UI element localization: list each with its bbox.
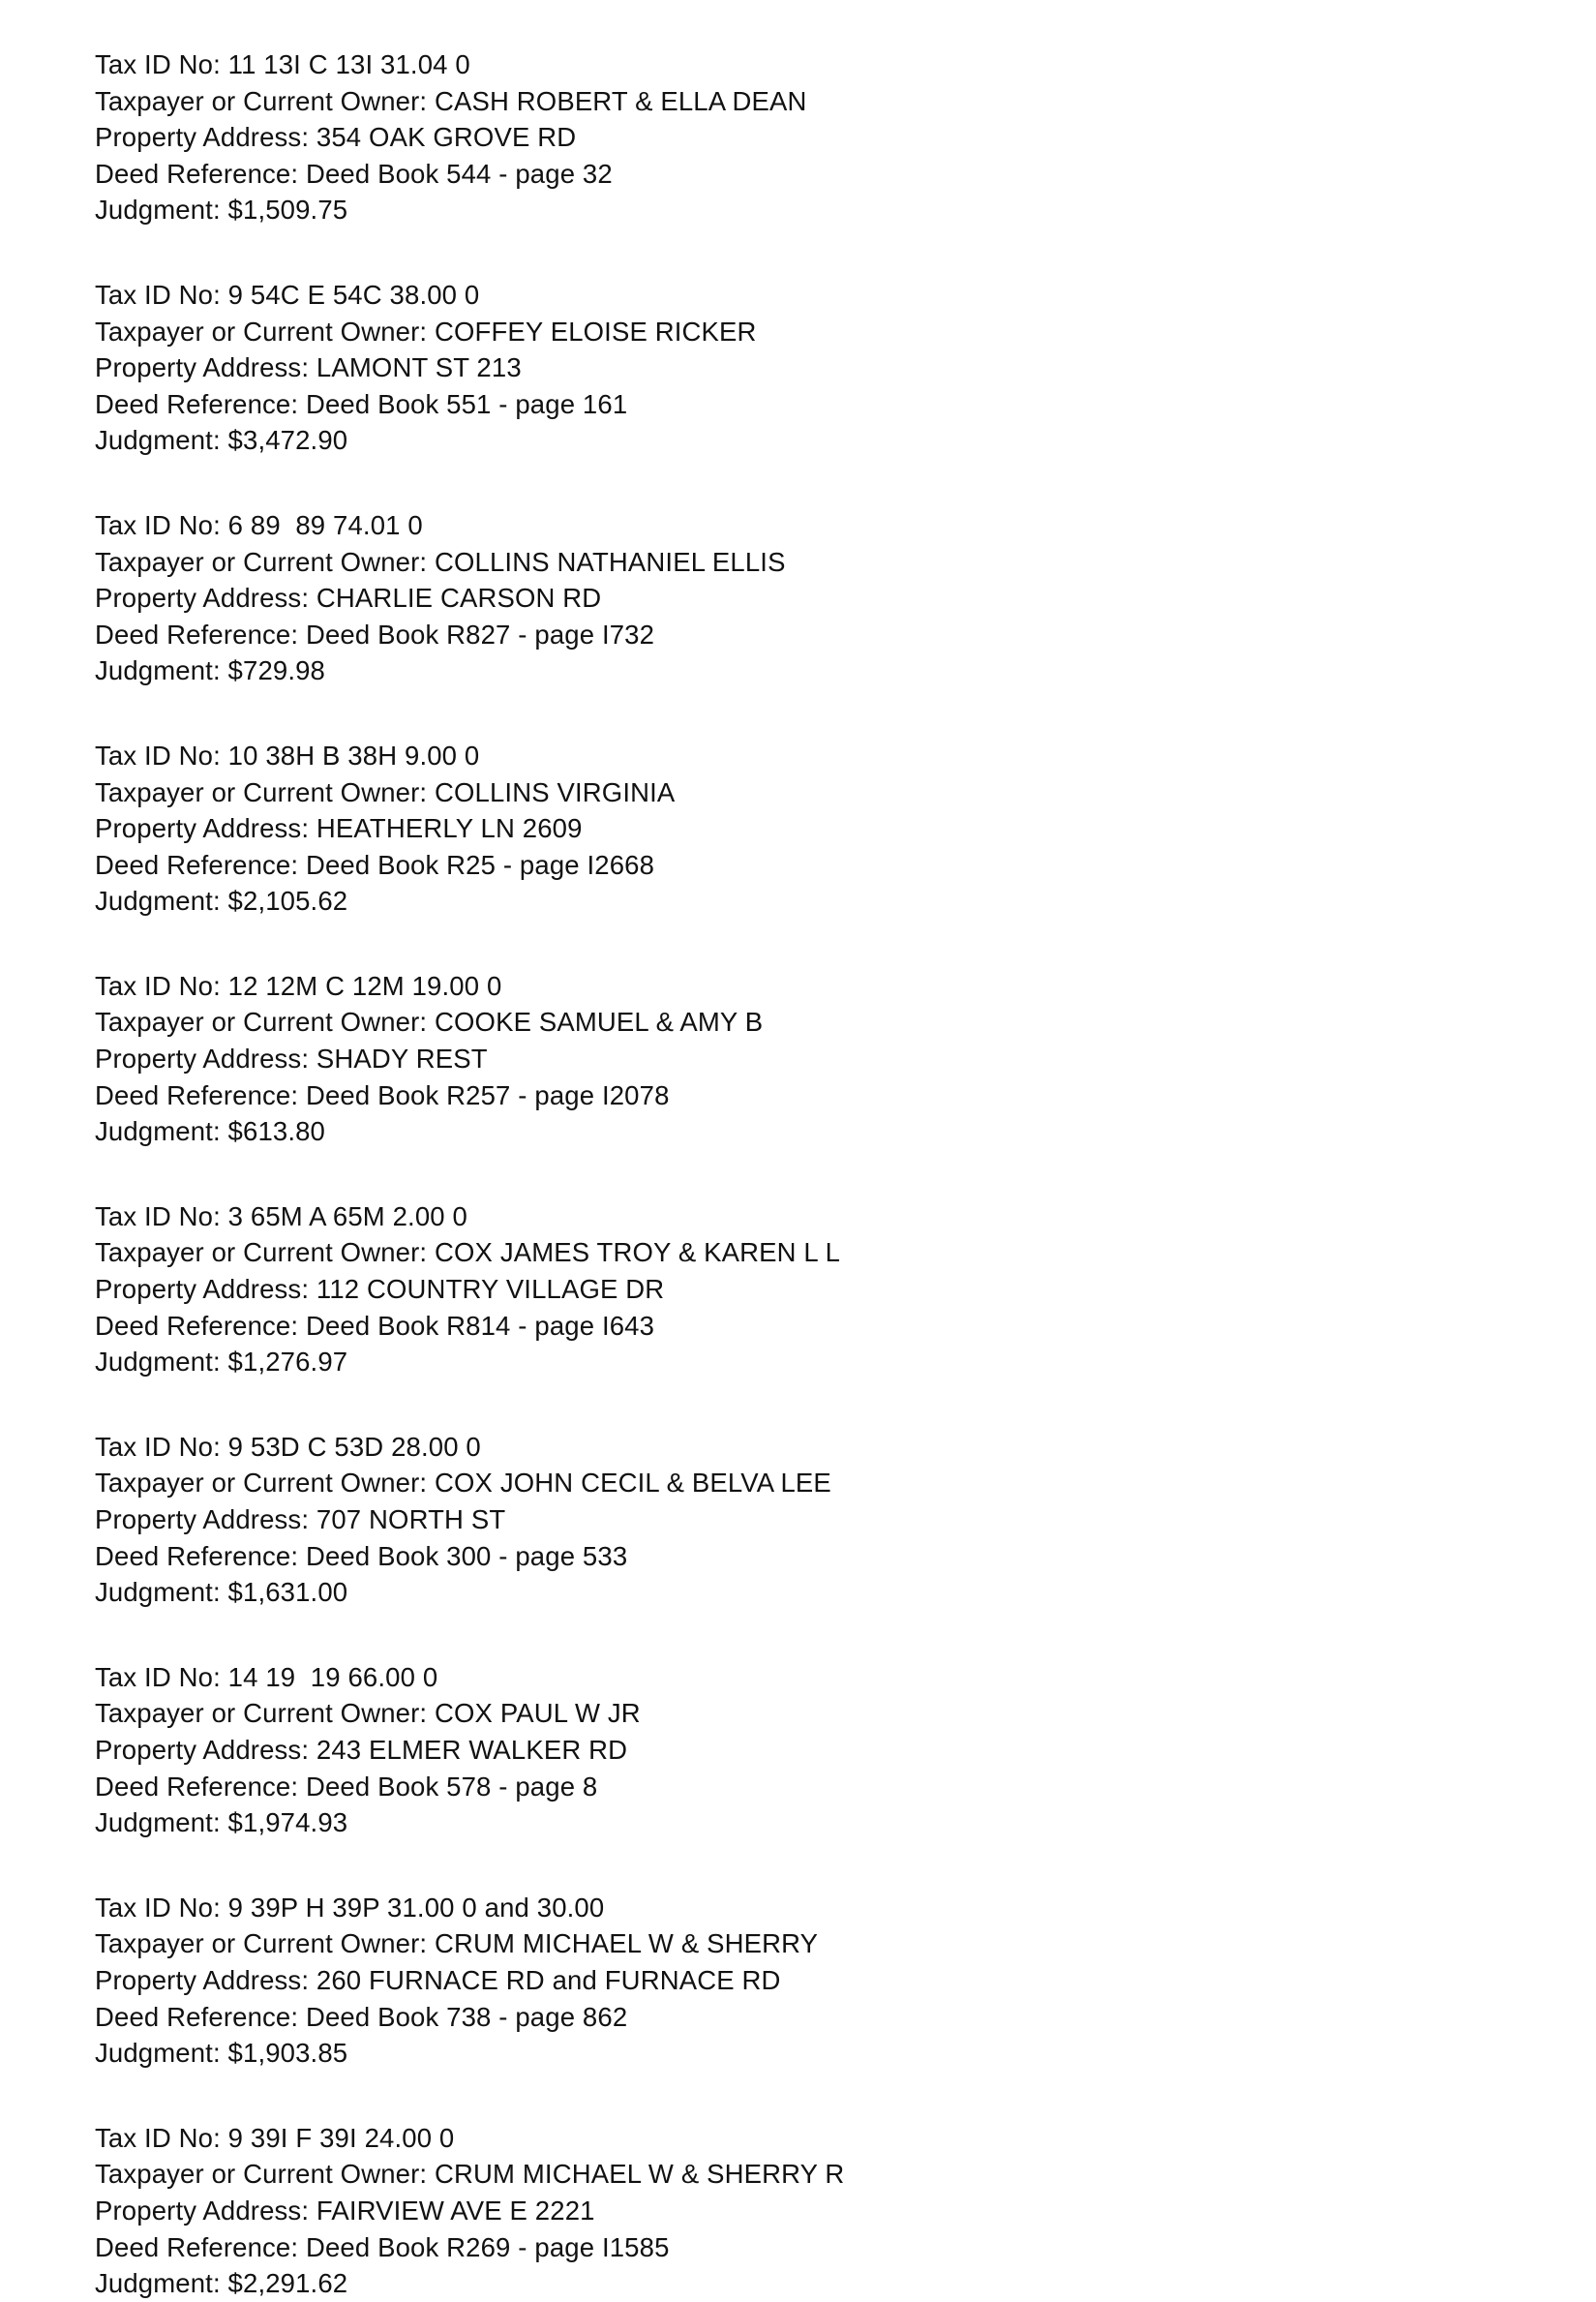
property-address-line: Property Address: CHARLIE CARSON RD [95, 583, 602, 614]
tax-id-line: Tax ID No: 11 13I C 13I 31.04 0 [95, 49, 470, 79]
tax-id-line: Tax ID No: 10 38H B 38H 9.00 0 [95, 740, 480, 771]
deed-reference-line: Deed Reference: Deed Book R827 - page I732 [95, 619, 655, 650]
taxpayer-owner-line: Taxpayer or Current Owner: COLLINS VIRGINIA [95, 776, 676, 807]
taxpayer-owner-line: Taxpayer or Current Owner: COX PAUL W JR [95, 1698, 641, 1729]
judgment-line: Judgment: $729.98 [95, 655, 326, 686]
property-address-line: Property Address: 354 OAK GROVE RD [95, 122, 577, 153]
tax-id-line: Tax ID No: 9 39P H 39P 31.00 0 and 30.00 [95, 1892, 605, 1923]
deed-reference-line: Deed Reference: Deed Book R25 - page I2668 [95, 849, 655, 880]
judgment-line: Judgment: $1,509.75 [95, 195, 348, 226]
tax-id-line: Tax ID No: 9 39I F 39I 24.00 0 [95, 2122, 455, 2153]
property-address-line: Property Address: 260 FURNACE RD and FURNACE RD [95, 1964, 781, 1995]
property-record [95, 1429, 1596, 1611]
deed-reference-line: Deed Reference: Deed Book R269 - page I1585 [95, 2231, 670, 2262]
taxpayer-owner-line: Taxpayer or Current Owner: CASH ROBERT & ELLA DEAN [95, 85, 807, 116]
property-address-line: Property Address: SHADY REST [95, 1044, 488, 1075]
taxpayer-owner-line: Taxpayer or Current Owner: CRUM MICHAEL W & SHERRY R [95, 2159, 845, 2190]
tax-id-line: Tax ID No: 6 89 89 74.01 0 [95, 509, 423, 540]
property-record [95, 1198, 1596, 1380]
property-record [95, 1890, 1596, 2072]
deed-reference-line: Deed Reference: Deed Book 578 - page 8 [95, 1771, 598, 1802]
judgment-line: Judgment: $2,291.62 [95, 2268, 348, 2299]
judgment-line: Judgment: $2,105.62 [95, 886, 348, 917]
taxpayer-owner-line: Taxpayer or Current Owner: COX JAMES TROY & KAREN L L [95, 1237, 841, 1268]
property-address-line: Property Address: 112 COUNTRY VILLAGE DR [95, 1274, 665, 1305]
property-record [95, 46, 1596, 228]
tax-id-line: Tax ID No: 9 53D C 53D 28.00 0 [95, 1431, 481, 1462]
deed-reference-line: Deed Reference: Deed Book 551 - page 161 [95, 388, 628, 419]
tax-id-line: Tax ID No: 3 65M A 65M 2.00 0 [95, 1200, 467, 1231]
property-record [95, 738, 1596, 920]
property-address-line: Property Address: 243 ELMER WALKER RD [95, 1734, 628, 1765]
taxpayer-owner-line: Taxpayer or Current Owner: CRUM MICHAEL W & SHERRY [95, 1928, 819, 1959]
deed-reference-line: Deed Reference: Deed Book 300 - page 533 [95, 1540, 628, 1571]
deed-reference-line: Deed Reference: Deed Book R257 - page I2078 [95, 1079, 670, 1110]
property-record [95, 968, 1596, 1150]
tax-id-line: Tax ID No: 12 12M C 12M 19.00 0 [95, 970, 502, 1001]
property-record-list [95, 46, 1596, 2302]
taxpayer-owner-line: Taxpayer or Current Owner: COX JOHN CECIL & BELVA LEE [95, 1468, 831, 1499]
property-record [95, 2120, 1596, 2302]
deed-reference-line: Deed Reference: Deed Book 738 - page 862 [95, 2001, 628, 2032]
property-address-line: Property Address: HEATHERLY LN 2609 [95, 813, 583, 844]
judgment-line: Judgment: $1,974.93 [95, 1807, 348, 1838]
deed-reference-line: Deed Reference: Deed Book R814 - page I643 [95, 1310, 655, 1341]
property-record [95, 277, 1596, 459]
judgment-line: Judgment: $1,903.85 [95, 2038, 348, 2069]
property-address-line: Property Address: 707 NORTH ST [95, 1504, 506, 1534]
property-address-line: Property Address: FAIRVIEW AVE E 2221 [95, 2195, 595, 2226]
property-address-line: Property Address: LAMONT ST 213 [95, 352, 522, 383]
taxpayer-owner-line: Taxpayer or Current Owner: COLLINS NATHANIEL ELLIS [95, 546, 786, 577]
tax-id-line: Tax ID No: 9 54C E 54C 38.00 0 [95, 279, 480, 310]
taxpayer-owner-line: Taxpayer or Current Owner: COFFEY ELOISE RICKER [95, 316, 757, 347]
property-record [95, 1659, 1596, 1841]
judgment-line: Judgment: $3,472.90 [95, 425, 348, 456]
judgment-line: Judgment: $613.80 [95, 1116, 326, 1147]
tax-id-line: Tax ID No: 14 19 19 66.00 0 [95, 1661, 438, 1692]
judgment-line: Judgment: $1,631.00 [95, 1577, 348, 1608]
property-record [95, 507, 1596, 689]
taxpayer-owner-line: Taxpayer or Current Owner: COOKE SAMUEL & AMY B [95, 1007, 764, 1038]
judgment-line: Judgment: $1,276.97 [95, 1347, 348, 1378]
deed-reference-line: Deed Reference: Deed Book 544 - page 32 [95, 158, 613, 189]
